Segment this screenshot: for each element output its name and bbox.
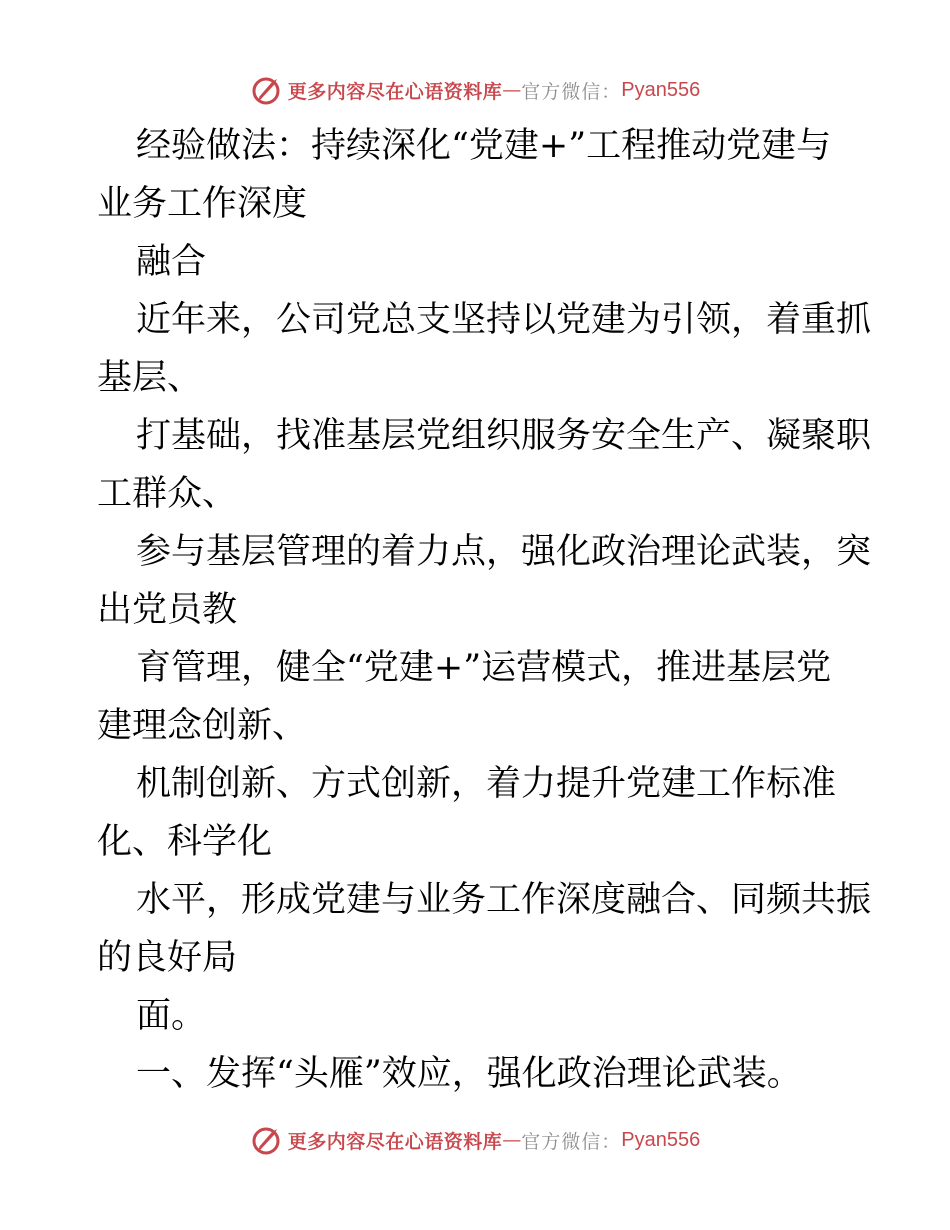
text-line: 基层、 bbox=[97, 358, 203, 398]
text-line: 业务工作深度 bbox=[97, 184, 308, 224]
watermark-dash: — bbox=[502, 79, 522, 101]
header-watermark bbox=[0, 70, 950, 110]
text-line: 打基础，找准基层党组织服务安全生产、凝聚职 bbox=[136, 416, 872, 456]
quill-logo-icon bbox=[250, 1123, 284, 1157]
text-line: 参与基层管理的着力点，强化政治理论武装，突 bbox=[136, 532, 872, 572]
text-line: 建理念创新、 bbox=[97, 706, 308, 746]
footer-watermark bbox=[0, 1120, 950, 1160]
document-body bbox=[97, 117, 872, 1103]
text-line: 融合 bbox=[136, 242, 207, 282]
watermark-label: 官方微信： bbox=[521, 80, 622, 103]
watermark-site-text: 更多内容尽在心语资料库 bbox=[287, 1130, 503, 1153]
watermark-site-text: 更多内容尽在心语资料库 bbox=[287, 80, 503, 103]
watermark-dash: — bbox=[502, 1129, 522, 1151]
watermark-wechat-id: Pyan556 bbox=[621, 1128, 701, 1151]
watermark-label: 官方微信： bbox=[521, 1130, 622, 1153]
text-line: 近年来，公司党总支坚持以党建为引领，着重抓 bbox=[136, 300, 872, 340]
text-line: 机制创新、方式创新，着力提升党建工作标准 bbox=[136, 764, 837, 804]
text-line: 经验做法：持续深化“党建+”工程推动党建与 bbox=[136, 126, 832, 166]
text-line: 面。 bbox=[136, 996, 207, 1036]
text-line: 的良好局 bbox=[97, 938, 238, 978]
text-line: 工群众、 bbox=[97, 474, 238, 514]
text-line: 一、发挥“头雁”效应，强化政治理论武装。 bbox=[136, 1054, 802, 1094]
text-line: 出党员教 bbox=[97, 590, 238, 630]
text-line: 育管理，健全“党建+”运营模式，推进基层党 bbox=[136, 648, 832, 688]
text-line: 化、科学化 bbox=[97, 822, 273, 862]
text-line: 水平，形成党建与业务工作深度融合、同频共振 bbox=[136, 880, 872, 920]
watermark-wechat-id: Pyan556 bbox=[621, 78, 701, 101]
quill-logo-icon bbox=[250, 73, 284, 107]
